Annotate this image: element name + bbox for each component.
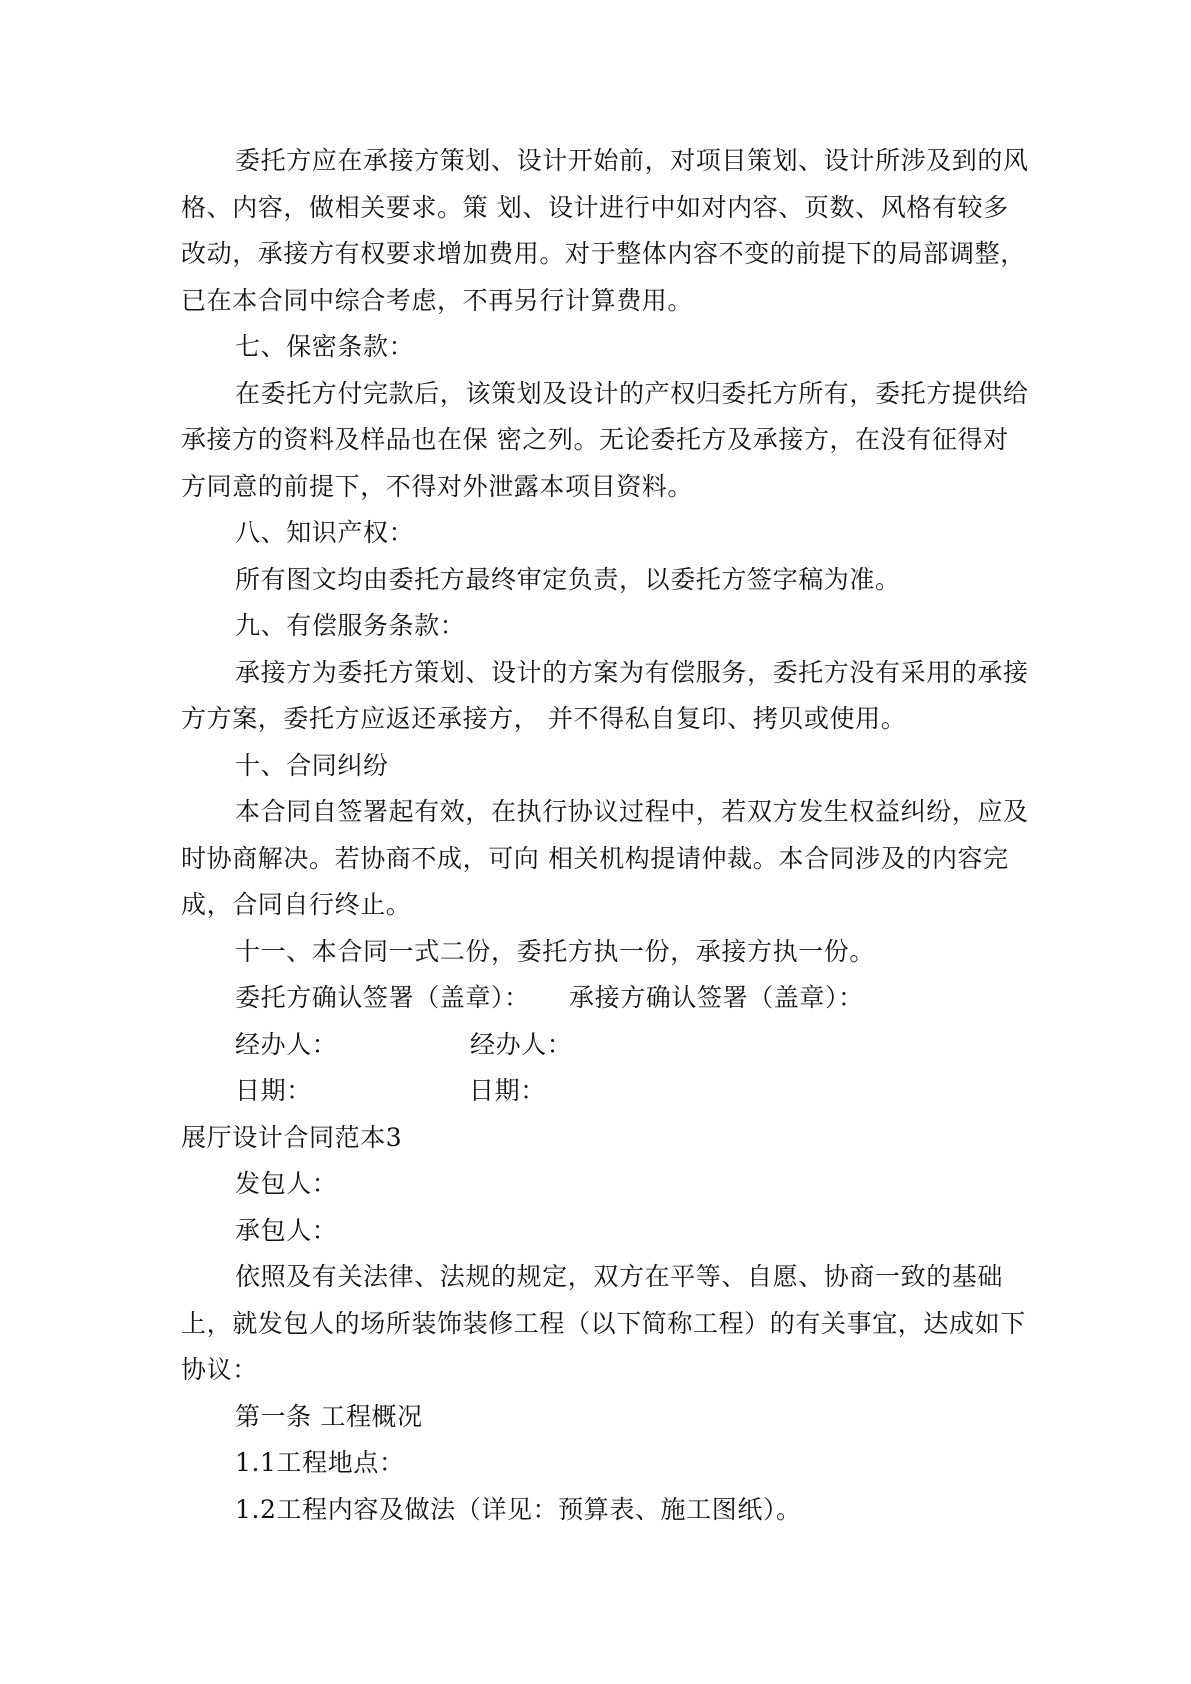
item-project-content: 1.2工程内容及做法（详见：预算表、施工图纸）。 (235, 1494, 802, 1524)
contractor-date-label: 日期： (469, 1076, 546, 1105)
heading-copies: 十一、本合同一式二份，委托方执一份，承接方执一份。 (235, 936, 876, 966)
heading-intellectual-property: 八、知识产权： (235, 518, 415, 547)
document-body (181, 138, 1031, 1533)
paragraph-design-changes: 委托方应在承接方策划、设计开始前，对项目策划、设计所涉及到的风格、内容，做相关要求。策 划、设计进行中如对内容、页数、风格有较多改动，承接方有权要求增加费用。对于整体内容不变的前提下的局部调整，已在本合同中综合考虑，不再另行计算费用。 (181, 146, 1029, 315)
section-title: 展厅设计合同范本3 (181, 1122, 403, 1152)
signature-row-handlers (181, 1022, 1031, 1069)
paragraph-paid-service: 承接方为委托方策划、设计的方案为有偿服务，委托方没有采用的承接方方案，委托方应返还承接方， 并不得私自复印、拷贝或使用。 (181, 657, 1029, 733)
paragraph-intellectual-property: 所有图文均由委托方最终审定负责，以委托方签字稿为准。 (235, 564, 901, 594)
heading-paid-service: 九、有偿服务条款： (235, 611, 466, 640)
contractor-label: 承包人： (235, 1215, 338, 1245)
item-project-location: 1.1工程地点： (235, 1448, 405, 1477)
client-date-label: 日期： (235, 1076, 312, 1105)
client-handler-label: 经办人： (235, 1029, 338, 1059)
article-heading: 第一条 工程概况 (235, 1401, 423, 1431)
paragraph-disputes: 本合同自签署起有效，在执行协议过程中，若双方发生权益纠纷，应及时协商解决。若协商不成，可向 相关机构提请仲裁。本合同涉及的内容完成，合同自行终止。 (181, 797, 1029, 919)
heading-confidentiality: 七、保密条款： (235, 332, 415, 361)
paragraph-agreement-intro: 依照及有关法律、法规的规定，双方在平等、自愿、协商一致的基础上，就发包人的场所装饰装修工程（以下简称工程）的有关事宜，达成如下协议： (181, 1262, 1026, 1384)
employer-label: 发包人： (235, 1169, 338, 1198)
contractor-signature-label: 承接方确认签署（盖章）： (569, 983, 864, 1012)
signature-row-parties (181, 975, 1031, 1022)
signature-row-dates (181, 1068, 1031, 1115)
client-signature-label: 委托方确认签署（盖章）： (235, 983, 530, 1012)
paragraph-confidentiality: 在委托方付完款后，该策划及设计的产权归委托方所有，委托方提供给承接方的资料及样品也在保 密之列。无论委托方及承接方，在没有征得对方同意的前提下，不得对外泄露本项目资料。 (181, 378, 1029, 501)
contractor-handler-label: 经办人： (470, 1029, 573, 1059)
heading-disputes: 十、合同纠纷 (235, 750, 389, 780)
